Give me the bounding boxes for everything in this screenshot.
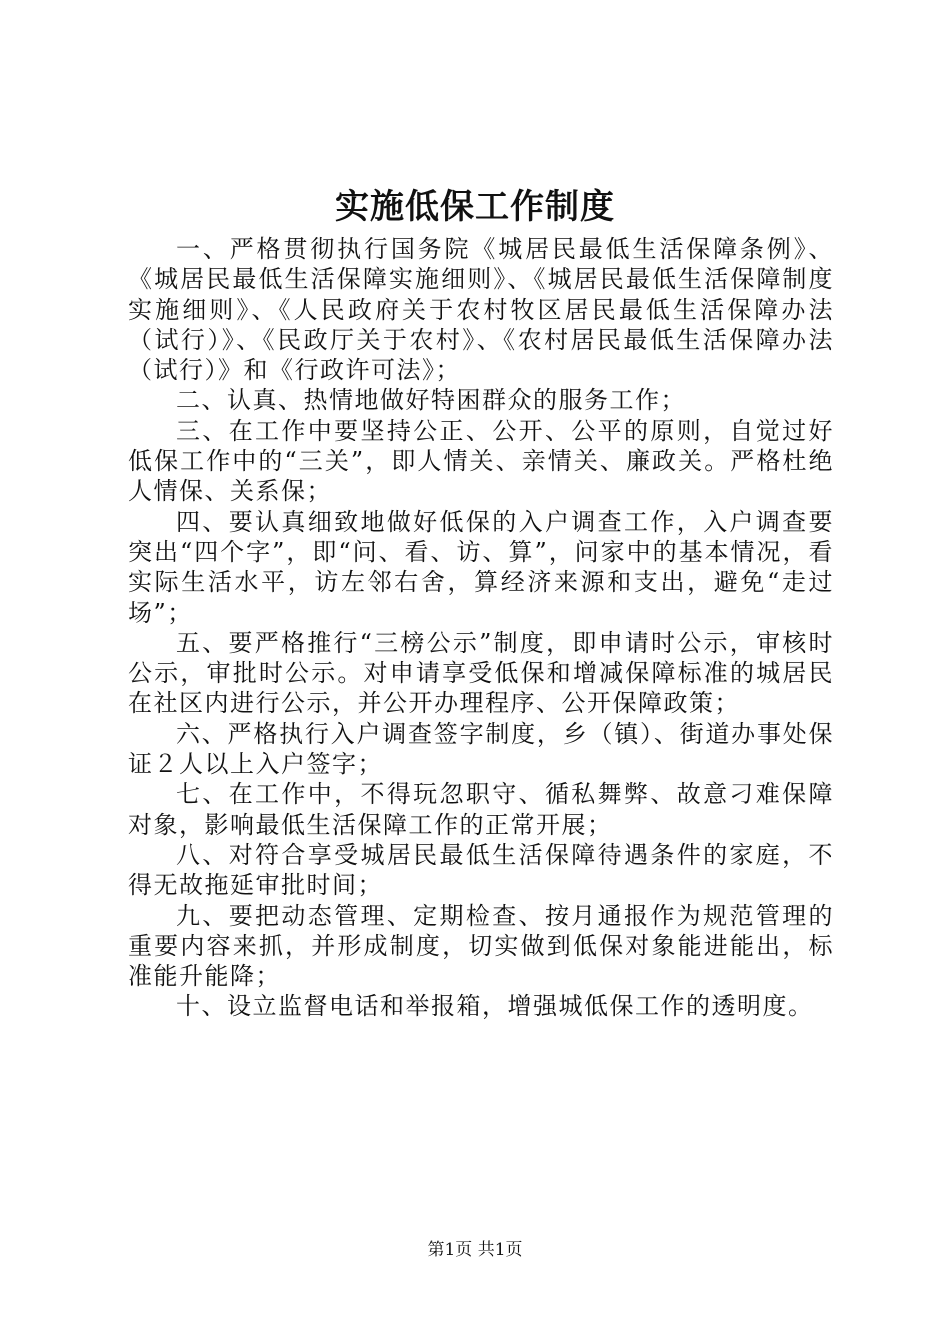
- paragraph-6: 六、严格执行入户调查签字制度，乡（镇）、街道办事处保证２人以上入户签字；: [128, 719, 834, 779]
- paragraph-1: 一、严格贯彻执行国务院《城居民最低生活保障条例》、《城居民最低生活保障实施细则》、《城居民最低生活保障制度实施细则》、《人民政府关于农村牧区居民最低生活保障办法（试行）》、《民政厅关于农村》、《农村居民最低生活保障办法（试行）》和《行政许可法》；: [128, 235, 834, 385]
- document-body: [128, 234, 834, 1022]
- paragraph-4: 四、要认真细致地做好低保的入户调查工作，入户调查要突出“四个字”，即“问、看、访、算”，问家中的基本情况，看实际生活水平，访左邻右舍，算经济来源和支出，避免“走过场”；: [128, 507, 834, 627]
- page-footer: 第1页 共1页: [427, 1240, 523, 1260]
- paragraph-2: 二、认真、热情地做好特困群众的服务工作；: [176, 386, 686, 415]
- paragraph-8: 八、对符合享受城居民最低生活保障待遇条件的家庭，不得无故拖延审批时间；: [128, 840, 834, 900]
- paragraph-7: 七、在工作中，不得玩忽职守、循私舞弊、故意刁难保障对象，影响最低生活保障工作的正常开展；: [128, 780, 834, 839]
- paragraph-9: 九、要把动态管理、定期检查、按月通报作为规范管理的重要内容来抓，并形成制度，切实做到低保对象能进能出，标准能升能降；: [128, 901, 834, 991]
- document-title: 实施低保工作制度: [335, 187, 615, 227]
- paragraph-5: 五、要严格推行“三榜公示”制度，即申请时公示，审核时公示，审批时公示。对申请享受低保和增减保障标准的城居民在社区内进行公示，并公开办理程序、公开保障政策；: [128, 628, 834, 718]
- paragraph-3: 三、在工作中要坚持公正、公开、公平的原则，自觉过好低保工作中的“三关”，即人情关、亲情关、廉政关。严格杜绝人情保、关系保；: [128, 416, 834, 506]
- paragraph-10: 十、设立监督电话和举报箱，增强城低保工作的透明度。: [176, 992, 814, 1021]
